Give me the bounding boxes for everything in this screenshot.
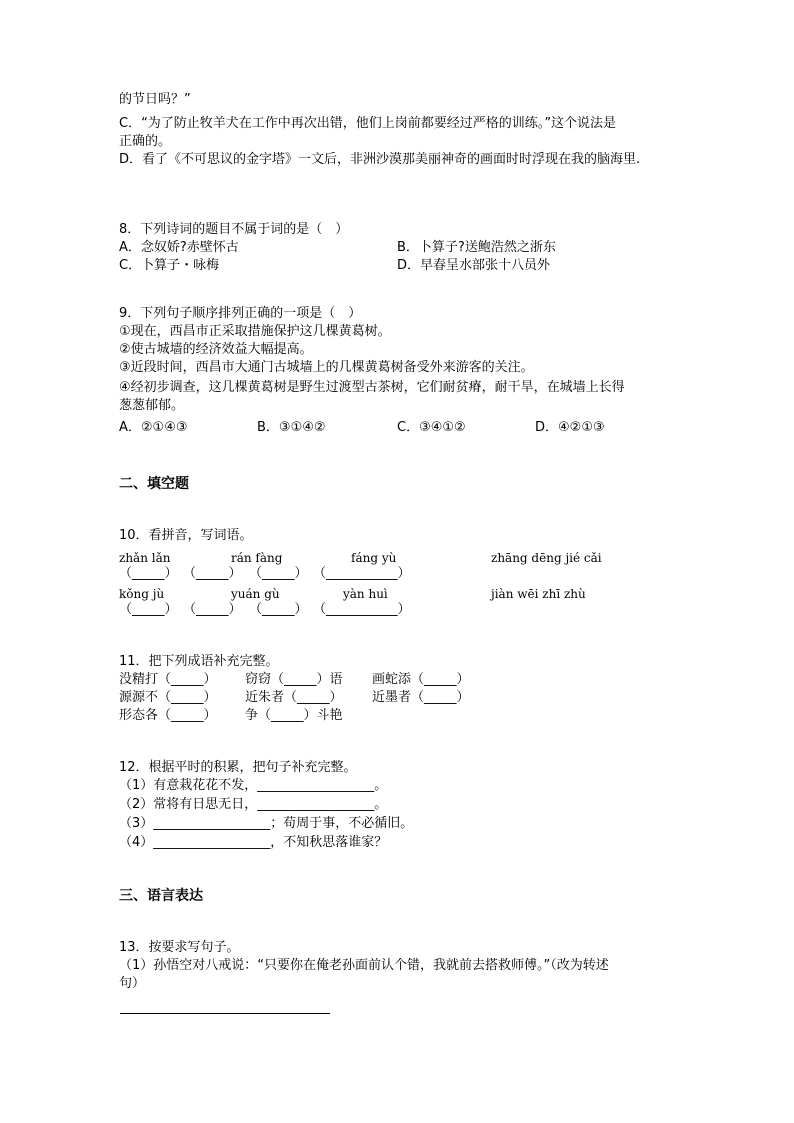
option-c: C．③④①② [397, 420, 466, 435]
question-stem: 10．看拼音，写词语。 [119, 528, 253, 543]
option-d: D．早春呈水部张十八员外 [397, 258, 551, 273]
option-c-cont: 正确的。 [119, 134, 172, 149]
question-stem: 13．按要求写句子。 [119, 940, 240, 955]
sentence-1: ①现在，西昌市正采取措施保护这几棵黄葛树。 [119, 324, 391, 339]
option-b: B．③①④② [257, 420, 326, 435]
sentence-4-cont: 葱葱郁郁。 [119, 398, 185, 413]
pinyin: zhāng dēng jié cǎi [491, 551, 602, 565]
answer-blank[interactable]: （___________） [313, 566, 411, 581]
sub-question: （1）孙悟空对八戒说：“只要你在俺老孙面前认个错，我就前去搭救师傅。”（改为转述 [119, 958, 609, 973]
idiom-item[interactable]: 争（_____）斗艳 [245, 708, 343, 723]
pinyin: fáng yù [351, 551, 397, 565]
answer-blank[interactable]: （_____） [119, 566, 178, 581]
answer-blank[interactable]: （_____） [119, 602, 178, 617]
idiom-item[interactable]: 窃窃（_____）语 [245, 672, 343, 687]
idiom-item[interactable]: 近墨者（_____） [372, 690, 470, 705]
idiom-item[interactable]: 画蛇添（_____） [372, 672, 470, 687]
idiom-item[interactable]: 近朱者（_____） [245, 690, 343, 705]
answer-blank[interactable]: （___________） [313, 602, 411, 617]
sentence-3: ③近段时间，西昌市大通门古城墙上的几棵黄葛树备受外来游客的关注。 [119, 360, 534, 375]
pinyin: rán fàng [231, 551, 283, 565]
option-b: B．卜算子?送鲍浩然之浙东 [397, 240, 556, 255]
sentence-4: ④经初步调查，这几棵黄葛树是野生过渡型古茶树，它们耐贫瘠，耐干旱，在城墙上长得 [119, 380, 625, 395]
question-stem: 8．下列诗词的题目不属于词的是（ ） [119, 222, 349, 237]
section-heading: 二、填空题 [119, 476, 189, 492]
pinyin: yàn huì [343, 587, 388, 601]
pinyin: yuán gù [231, 587, 280, 601]
sentence-2: ②使古城墙的经济效益大幅提高。 [119, 342, 313, 357]
option-d: D．看了《不可思议的金字塔》一文后，非洲沙漠那美丽神奇的画面时时浮现在我的脑海里. [119, 152, 641, 167]
answer-blank[interactable]: （_____） [183, 602, 242, 617]
pinyin: kǒng jù [119, 587, 165, 601]
sub-question-cont: 句） [119, 976, 146, 991]
fill-sentence[interactable]: （2）常将有日思无日，__________________。 [119, 797, 388, 812]
option-c: C．卜算子・咏梅 [119, 258, 220, 273]
answer-blank[interactable]: （_____） [183, 566, 242, 581]
question-stem: 11．把下列成语补充完整。 [119, 654, 279, 669]
option-c: C．“为了防止牧羊犬在工作中再次出错，他们上岗前都要经过严格的训练。”这个说法是 [119, 116, 617, 131]
answer-blank[interactable]: （_____） [249, 602, 308, 617]
pinyin: jiàn wēi zhī zhù [491, 587, 586, 601]
question-stem: 9．下列句子顺序排列正确的一项是（ ） [119, 306, 362, 321]
text-line: 的节日吗？” [119, 92, 191, 107]
fill-sentence[interactable]: （3）__________________；苟周于事，不必循旧。 [119, 816, 414, 831]
section-heading: 三、语言表达 [119, 888, 203, 904]
option-a: A．②①④③ [119, 420, 188, 435]
option-a: A．念奴娇?赤壁怀古 [119, 240, 239, 255]
idiom-item[interactable]: 源源不（_____） [119, 690, 217, 705]
idiom-item[interactable]: 没精打（_____） [119, 672, 217, 687]
fill-sentence[interactable]: （4）__________________，不知秋思落谁家？ [119, 835, 388, 850]
idiom-item[interactable]: 形态各（_____） [119, 708, 217, 723]
option-d: D．④②①③ [535, 420, 605, 435]
question-stem: 12．根据平时的积累，把句子补充完整。 [119, 760, 357, 775]
pinyin: zhǎn lǎn [119, 551, 171, 565]
fill-sentence[interactable]: （1）有意栽花花不发，__________________。 [119, 778, 388, 793]
answer-line[interactable] [120, 1013, 330, 1014]
answer-blank[interactable]: （_____） [249, 566, 308, 581]
